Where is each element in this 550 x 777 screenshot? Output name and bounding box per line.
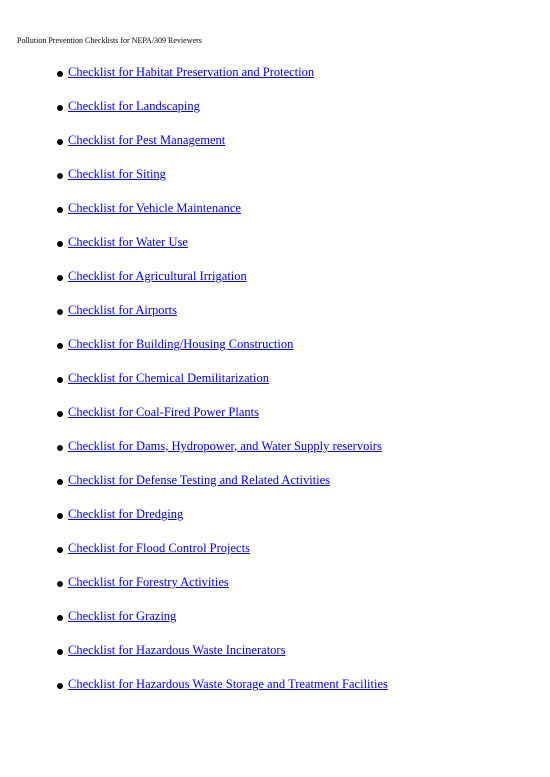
list-item xyxy=(0,266,550,300)
checklist-link-vehicle-maintenance[interactable]: Checklist for Vehicle Maintenance xyxy=(68,201,241,215)
checklist-link-hazardous-waste-storage[interactable]: Checklist for Hazardous Waste Storage and Treatment Facilities xyxy=(68,677,388,691)
bullet-icon xyxy=(57,547,63,553)
bullet-icon xyxy=(57,71,63,77)
list-item xyxy=(0,232,550,266)
checklist-link-coal-fired-power-plants[interactable]: Checklist for Coal-Fired Power Plants xyxy=(68,405,259,419)
list-item xyxy=(0,300,550,334)
list-item xyxy=(0,606,550,640)
list-item xyxy=(0,674,550,708)
checklist-link-pest-management[interactable]: Checklist for Pest Management xyxy=(68,133,226,147)
bullet-icon xyxy=(57,615,63,621)
bullet-icon xyxy=(57,139,63,145)
page-header-title: Pollution Prevention Checklists for NEPA/309 Reviewers xyxy=(17,36,202,45)
bullet-icon xyxy=(57,377,63,383)
checklist-link-siting[interactable]: Checklist for Siting xyxy=(68,167,166,181)
checklist-link-habitat-preservation[interactable]: Checklist for Habitat Preservation and Protection xyxy=(68,65,315,79)
list-item xyxy=(0,640,550,674)
bullet-icon xyxy=(57,683,63,689)
bullet-icon xyxy=(57,479,63,485)
checklist-link-water-use[interactable]: Checklist for Water Use xyxy=(68,235,188,249)
checklist-link-agricultural-irrigation[interactable]: Checklist for Agricultural Irrigation xyxy=(68,269,247,283)
bullet-icon xyxy=(57,275,63,281)
list-item xyxy=(0,62,550,96)
bullet-icon xyxy=(57,513,63,519)
bullet-icon xyxy=(57,105,63,111)
list-item xyxy=(0,504,550,538)
bullet-icon xyxy=(57,581,63,587)
list-item xyxy=(0,164,550,198)
bullet-icon xyxy=(57,309,63,315)
bullet-icon xyxy=(57,207,63,213)
list-item xyxy=(0,96,550,130)
checklist-link-forestry-activities[interactable]: Checklist for Forestry Activities xyxy=(68,575,229,589)
checklist-link-dredging[interactable]: Checklist for Dredging xyxy=(68,507,184,521)
bullet-icon xyxy=(57,445,63,451)
checklist-link-flood-control[interactable]: Checklist for Flood Control Projects xyxy=(68,541,250,555)
list-item xyxy=(0,436,550,470)
checklist-link-defense-testing[interactable]: Checklist for Defense Testing and Related Activities xyxy=(68,473,331,487)
checklist-link-airports[interactable]: Checklist for Airports xyxy=(68,303,178,317)
checklist-list xyxy=(0,62,550,708)
list-item xyxy=(0,368,550,402)
list-item xyxy=(0,572,550,606)
list-item xyxy=(0,402,550,436)
list-item xyxy=(0,198,550,232)
bullet-icon xyxy=(57,411,63,417)
list-item xyxy=(0,470,550,504)
checklist-link-building-housing-construction[interactable]: Checklist for Building/Housing Construction xyxy=(68,337,294,351)
checklist-link-chemical-demilitarization[interactable]: Checklist for Chemical Demilitarization xyxy=(68,371,269,385)
bullet-icon xyxy=(57,343,63,349)
checklist-link-grazing[interactable]: Checklist for Grazing xyxy=(68,609,177,623)
checklist-link-landscaping[interactable]: Checklist for Landscaping xyxy=(68,99,200,113)
checklist-link-dams-hydropower[interactable]: Checklist for Dams, Hydropower, and Water Supply reservoirs xyxy=(68,439,382,453)
bullet-icon xyxy=(57,649,63,655)
bullet-icon xyxy=(57,173,63,179)
checklist-link-hazardous-waste-incinerators[interactable]: Checklist for Hazardous Waste Incinerators xyxy=(68,643,286,657)
bullet-icon xyxy=(57,241,63,247)
list-item xyxy=(0,130,550,164)
list-item xyxy=(0,334,550,368)
list-item xyxy=(0,538,550,572)
